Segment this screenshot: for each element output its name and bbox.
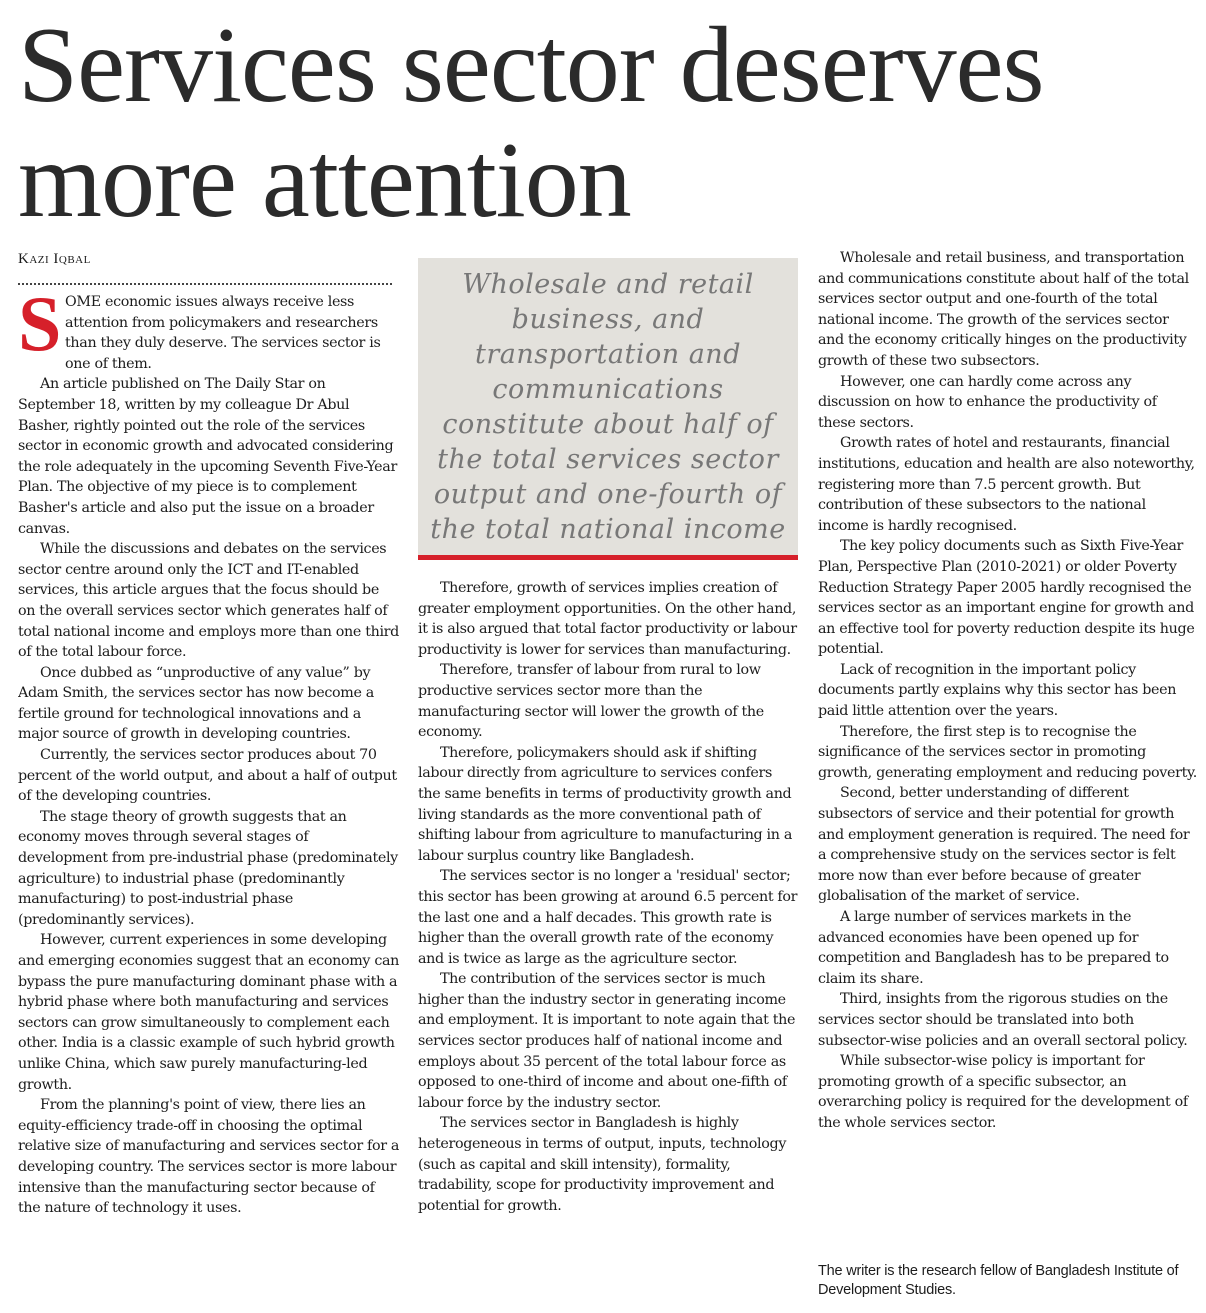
paragraph: However, current experiences in some developing and emerging economies suggest that an economy can bypass the pure manufacturing dominant phase with a hybrid phase where both manufacturing and services sectors can grow simultaneously to complement each other. India is a classic example of such hybrid growth unlike China, which saw purely manufacturing-led growth. (18, 932, 400, 1093)
paragraph: Therefore, the first step is to recognise the significance of the services sector in promoting growth, generating employment and reducing poverty. (818, 723, 1197, 781)
article-column-3 (818, 248, 1198, 1248)
paragraph: Growth rates of hotel and restaurants, financial institutions, education and health are also noteworthy, registering more than 7.5 percent growth. But contribution of these subsectors to the national income is hardly recognised. (818, 435, 1195, 534)
paragraph: Lack of recognition in the important policy documents partly explains why this sector has been paid little attention over the years. (818, 661, 1177, 720)
paragraph: Therefore, transfer of labour from rural to low productive services sector more than the manufacturing sector will lower the growth of the economy. (418, 662, 764, 741)
paragraph: From the planning's point of view, there lies an equity-efficiency trade-off in choosing the optimal relative size of manufacturing and services sector for a developing country. The services sector is more labour intensive than the manufacturing sector because of the nature of technology it uses. (18, 1097, 400, 1217)
paragraph: The contribution of the services sector is much higher than the industry sector in generating income and employment. It is important to note again that the services sector produces half of national income and employs about 35 percent of the total labour force as opposed to one-third of income and about one-fifth of labour force by the industry sector. (418, 971, 796, 1111)
paragraph: Second, better understanding of different subsectors of service and their potential for growth and employment generation is required. The need for a comprehensive study on the services sector is felt more now than ever before because of greater globalisation of the market of service. (818, 785, 1190, 905)
article-column-2 (418, 578, 798, 1306)
paragraph: An article published on The Daily Star on September 18, written by my colleague Dr Abul Basher, rightly pointed out the role of the services sector in economic growth and advocated considering the role adequately in the upcoming Seventh Five-Year Plan. The objective of my piece is to complement Basher's article and also put the issue on a broader canvas. (18, 376, 397, 537)
paragraph: While the discussions and debates on the services sector centre around only the ICT and IT-enabled services, this article argues that the focus should be on the overall services sector which generates half of total national income and employs more than one third of the total labour force. (18, 541, 399, 661)
pull-quote-text: Wholesale and retail business, and transportation and communications constitute about half of the total services sector output and one-fourth of the total national income (430, 268, 786, 545)
paragraph: Therefore, growth of services implies creation of greater employment opportunities. On the other hand, it is also argued that total factor productivity or labour productivity is lower for services than manufacturing. (418, 580, 797, 658)
byline-divider (18, 283, 392, 285)
byline: Kazi Iqbal (18, 251, 91, 267)
paragraph: The stage theory of growth suggests that an economy moves through several stages of development from pre-industrial phase (predominately agriculture) to industrial phase (predominantly manufacturing) to post-industrial phase (predominantly services). (18, 808, 398, 928)
paragraph: Third, insights from the rigorous studies on the services sector should be translated into both subsector-wise policies and an overall sectoral policy. (818, 991, 1188, 1049)
paragraph: Currently, the services sector produces about 70 percent of the world output, and about a half of output of the developing countries. (18, 747, 397, 805)
paragraph: However, one can hardly come across any discussion on how to enhance the productivity of these sectors. (818, 373, 1157, 431)
paragraph: A large number of services markets in the advanced economies have been opened up for competition and Bangladesh has to be prepared to claim its share. (818, 909, 1169, 987)
paragraph: The key policy documents such as Sixth Five-Year Plan, Perspective Plan (2010-2021) or older Poverty Reduction Strategy Paper 2005 hardly recognised the services sector as an important engine for growth and an effective tool for poverty reduction despite its huge potential. (818, 538, 1195, 658)
paragraph: Wholesale and retail business, and transportation and communications constitute about half of the total services sector output and one-fourth of the total national income. The growth of the services sector and the economy critically hinges on the productivity growth of these two subsectors. (818, 250, 1189, 369)
article-column-1 (18, 292, 400, 1302)
paragraph: The services sector in Bangladesh is highly heterogeneous in terms of output, inputs, technology (such as capital and skill intensity), formality, tradability, scope for productivity improvement and potential for growth. (418, 1115, 787, 1214)
pull-quote-box (418, 258, 798, 560)
paragraph: While subsector-wise policy is important for promoting growth of a specific subsector, an overarching policy is required for the development of the whole services sector. (818, 1053, 1188, 1131)
opening-paragraph (18, 292, 400, 374)
drop-cap: S (18, 292, 62, 367)
headline: Services sector deserves more attention (18, 6, 1044, 240)
paragraph: Therefore, policymakers should ask if shifting labour directly from agriculture to services confers the same benefits in terms of productivity growth and living standards as the more conventional path of shifting labour from agriculture to manufacturing in a labour surplus country like Bangladesh. (418, 744, 792, 864)
paragraph: Once dubbed as “unproductive of any value” by Adam Smith, the services sector has now become a fertile ground for technological innovations and a major source of growth in developing countries. (18, 664, 374, 743)
paragraph: The services sector is no longer a 'residual' sector; this sector has been growing at around 6.5 percent for the last one and a half decades. This growth rate is higher than the overall growth rate of the economy and is twice as large as the agriculture sector. (418, 868, 798, 967)
opening-paragraph-text: OME economic issues always receive less attention from policymakers and researchers than they duly deserve. The services sector is one of them. (65, 294, 381, 372)
author-footnote: The writer is the research fellow of Bangladesh Institute of Development Studies. (818, 1263, 1179, 1298)
